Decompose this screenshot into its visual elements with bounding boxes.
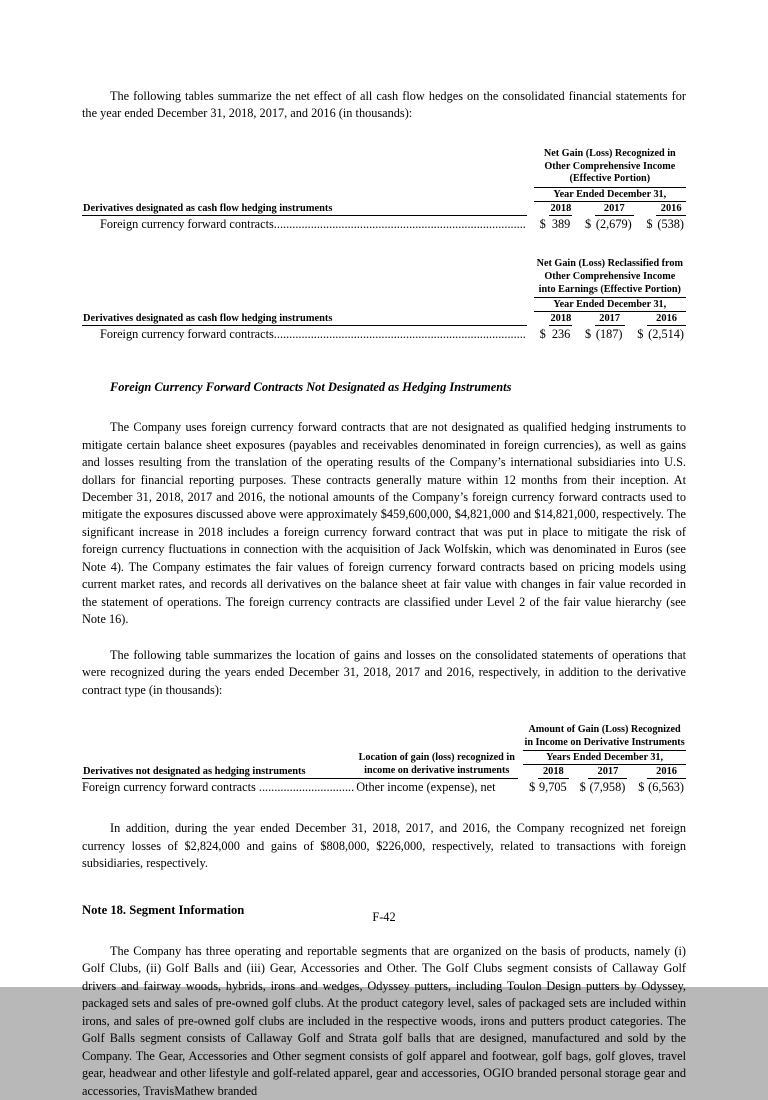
table3-location-header: Location of gain (loss) recognized in income on derivative instruments [355,751,518,779]
table2-currency-2016: $ [637,327,644,342]
table1-year-2018: 2018 [550,203,572,215]
table1-header-title: Net Gain (Loss) Recognized in Other Comprehensive Income (Effective Portion) [534,147,686,188]
table2-row-label: Foreign currency forward contracts [100,327,274,342]
table-row [82,326,686,344]
paragraph-3: The following table summarizes the location of gains and losses on the consolidated statements of operations that were recognized during the years ended December 31, 2018, 2017 and 2016, respectively, in addition to the derivative contract type (in thousands): [82,647,686,697]
note-heading: Note 18. Segment Information [82,903,245,918]
table3-location-value: Other income (expense), net [356,780,496,795]
table1-year-2017: 2017 [595,202,634,216]
cash-flow-hedge-reclass-table [82,257,686,343]
table3-value-2016: (6,563) [648,780,684,795]
table2-year-2017: 2017 [595,312,625,326]
table1-currency-2016: $ [646,216,653,231]
table3-period-header: Years Ended December 31, [523,751,686,765]
table3-row-dots: ............................... [258,780,355,795]
table3-year-2017: 2017 [588,765,627,779]
table3-year-2018: 2018 [538,765,569,779]
table3-row-label-header: Derivatives not designated as hedging instruments [82,765,355,779]
table2-year-2018: 2018 [550,313,572,325]
table-row [82,779,686,797]
paragraph-2: The Company uses foreign currency forward contracts that are not designated as qualified hedging instruments to mitigate certain balance sheet exposures (payables and receivables denominated in foreign currencies), as well as gains and losses resulting from the translation of the operating results of the Company’s international subsidiaries into U.S. dollars for financial reporting purposes. These contracts generally mature within 12 months from their inception. At December 31, 2018, 2017 and 2016, the notional amounts of the Company’s foreign currency forward contracts used to mitigate the exposures discussed above were approximately $459,600,000, $4,821,000 and $14,821,000, respectively. The significant increase in 2018 includes a foreign currency forward contract that was put in place to mitigate the risk of foreign currency fluctuations in connection with the acquisition of Jack Wolfskin, which was denominated in Euros (see Note 4). The Company estimates the fair values of foreign currency forward contracts based on pricing models using current market rates, and records all derivatives on the balance sheet at fair value with changes in fair value recorded in the statement of operations. The foreign currency contracts are classified under Level 2 of the fair value hierarchy (see Note 16). [82,420,686,627]
section-heading: Foreign Currency Forward Contracts Not Designated as Hedging Instruments [110,379,512,394]
table2-year-2016: 2016 [647,312,686,326]
table2-header-title: Net Gain (Loss) Reclassified from Other Comprehensive Income into Earnings (Effective Portion) [534,257,686,298]
table3-value-2017: (7,958) [589,780,626,795]
table1-currency-2017: $ [584,216,592,231]
table3-currency-2018: $ [529,780,536,795]
table1-value-2018: 389 [551,217,571,232]
table1-currency-2018: $ [539,216,546,231]
table1-row-label: Foreign currency forward contracts [100,217,274,232]
derivative-income-table [82,723,686,797]
cash-flow-hedge-oci-table [82,147,686,233]
paragraph-5: The Company has three operating and reportable segments that are organized on the basis of products, namely (i) Golf Clubs, (ii) Golf Balls and (iii) Gear, Accessories and Other. The Golf Clubs segment consists of Callaway Golf drivers and fairway woods, hybrids, irons and wedges, Odyssey putters, including Toulon Design putters by Odyssey, packaged sets and sales of pre-owned golf clubs. At the product category level, sales of packaged sets are included within irons, and sales of pre-owned golf clubs are included in the respective woods, irons and putters product categories. The Golf Balls segment consists of Callaway Golf and Strata golf balls that are designed, manufactured and sold by the Company. The Gear, Accessories and Other segment consists of golf apparel and footwear, golf bags, golf gloves, travel gear, headwear and other lifestyle and golf-related apparel, gear and accessories, OGIO branded personal storage gear and accessories, TravisMathew branded [82,944,686,1098]
table1-value-2016: (538) [657,217,684,232]
table2-row-dots: .................................................................................. [273,327,526,342]
table2-currency-2018: $ [539,327,546,342]
table1-period-header: Year Ended December 31, [534,188,686,202]
table3-header-title: Amount of Gain (Loss) Recognized in Income on Derivative Instruments [523,723,686,751]
table2-value-2018: 236 [551,327,571,342]
table3-value-2018: 9,705 [539,780,567,795]
table2-value-2016: (2,514) [648,327,684,342]
table3-row-label: Foreign currency forward contracts [82,780,256,795]
paragraph-4: In addition, during the year ended December 31, 2018, 2017, and 2016, the Company recognized net foreign currency losses of $2,824,000 and gains of $808,000, $226,000, respectively, related to transactions with foreign subsidiaries, respectively. [82,821,686,871]
table3-currency-2016: $ [638,780,645,795]
table2-row-label-header: Derivatives designated as cash flow hedging instruments [82,312,527,326]
table2-value-2017: (187) [595,327,623,342]
table3-currency-2017: $ [579,780,586,795]
table1-value-2017: (2,679) [595,217,632,232]
intro-paragraph: The following tables summarize the net effect of all cash flow hedges on the consolidated financial statements for the year ended December 31, 2018, 2017, and 2016 (in thousands): [82,89,686,121]
table2-currency-2017: $ [584,327,592,342]
page-number: F-42 [372,910,396,924]
table3-year-2016: 2016 [647,765,686,779]
table1-year-2016: 2016 [656,202,686,216]
table1-row-dots: .................................................................................. [273,217,526,232]
table1-row-label-header: Derivatives designated as cash flow hedging instruments [82,202,527,216]
table2-period-header: Year Ended December 31, [534,298,686,312]
table-row [82,216,686,234]
